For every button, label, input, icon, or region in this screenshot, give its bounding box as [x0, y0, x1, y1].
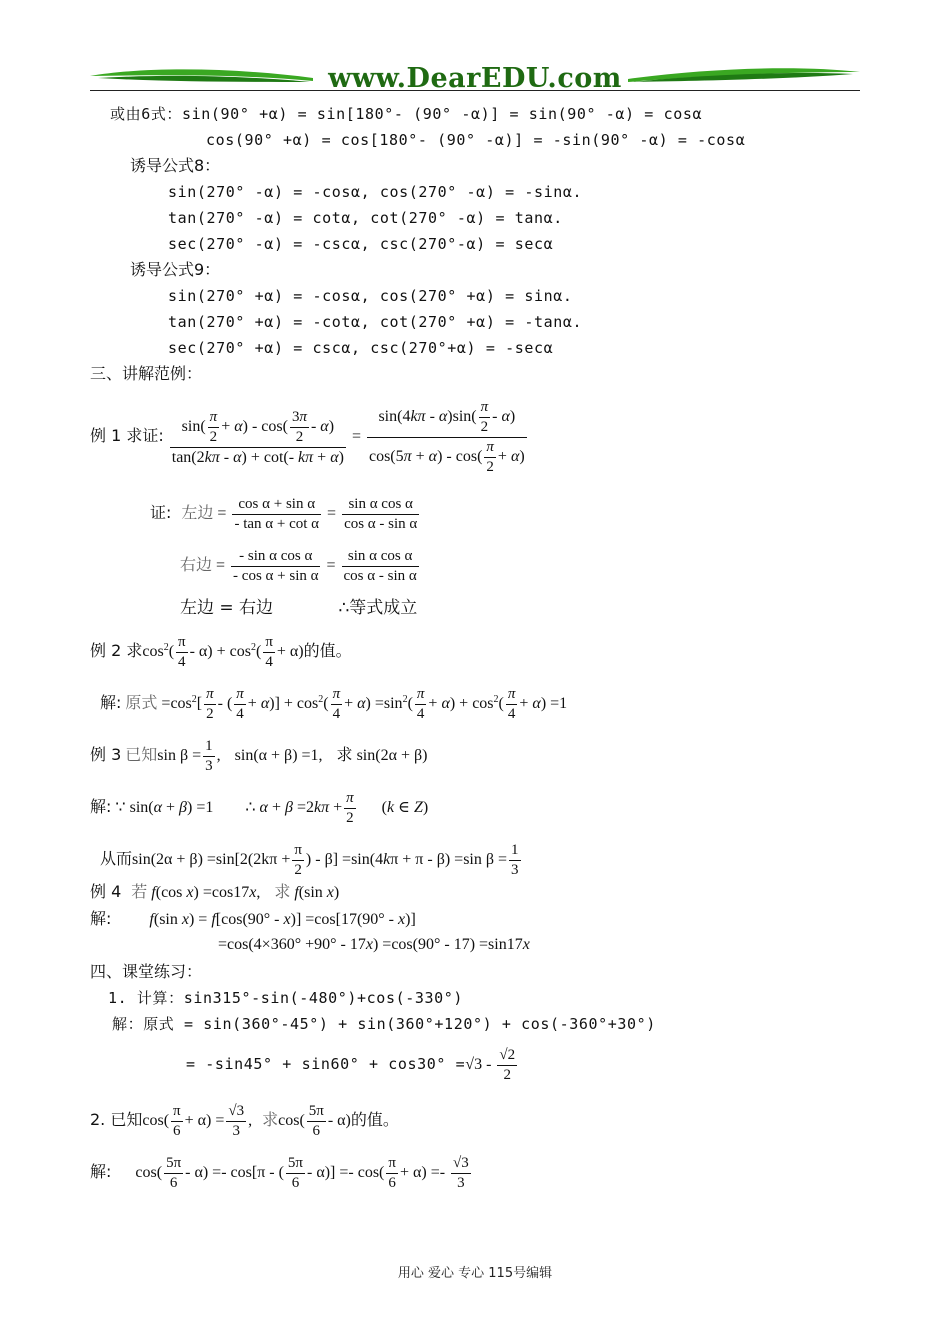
page-footer: 用心 爱心 专心 115号编辑: [397, 1266, 553, 1281]
text-line: sin(270° -α) = -cosα, cos(270° -α) = -sinα.: [168, 183, 583, 201]
practice-2-solution: 解: cos( $\frac{5\pi}{6}$ - α) =- cos[π - ( $\frac{5\pi}{6}$ - α)] =- cos( $\frac{\pi}{6}$ + α) =- $\frac{√3}{3}$: [90, 1155, 469, 1191]
proof-left-side: 证: 左边 = $\frac{\text{cos α + sin α}}{\text{- tan α + cot α}}$ = $\frac{\text{sin α cos α}}{\text{cos α - sin α}}$: [150, 496, 418, 532]
text-line: sec(270° +α) = cscα, csc(270°+α) = -secα: [168, 339, 554, 357]
example-4-solution-step2: =cos(4×360° +90° - 17x) =cos(90° - 17) =sin17x: [218, 936, 530, 953]
practice-1-question: 1. 计算：sin315°-sin(-480°)+cos(-330°): [108, 989, 463, 1007]
practice-1-result: = -sin45° + sin60° + cos30° =√3 - $\frac{√2}{2}$: [186, 1047, 516, 1083]
example-3-question: 例 3 已知sin β = $\frac{1}{3}$ , sin(α + β) =1, 求 sin(2α + β): [90, 738, 428, 774]
text-line: tan(270° -α) = cotα, cot(270° -α) = tanα.: [168, 209, 563, 227]
example-2-solution: 解: 原式 $=\cos^2$[ $\frac{\pi}{2}$ - ( $\frac{\pi}{4}$ + $\alpha)] + \cos^2$( $\frac{\pi}{4}$ + $\alpha) =\sin^2$( $\frac{\pi}{4}$ + $\alpha) + \cos^2$( $\frac{\pi}{4}$ + α) =1: [100, 686, 568, 722]
subheading: 诱导公式8：: [130, 156, 221, 175]
example-3-solution-step2: 从而sin(2α + β) =sin[2(2kπ + $\frac{\pi}{2}$ ) - β] =sin(4kπ + π - β) =sin β = $\frac{1}{3}$: [100, 842, 519, 878]
text-line: sin(270° +α) = -cosα, cos(270° +α) = sinα.: [168, 287, 573, 305]
example-3-solution-step1: 解: ∵ sin(α + β) =1 ∴ α + β =2kπ + $\frac{\pi}{2}$ (k ∈ Z): [90, 790, 429, 826]
section-heading: 三、讲解范例：: [90, 364, 203, 383]
example-2-question: 例 2 求$\cos^2$( $\frac{\pi}{4}$ - $\alpha) + \cos^2$( $\frac{\pi}{4}$ + α)的值。: [90, 634, 352, 670]
site-logo-text: www.DearEDU.com: [328, 63, 622, 94]
practice-2-question: 2. 已知cos( $\frac{\pi}{6}$ + α) = $\frac{√3}{3}$ , 求cos( $\frac{5\pi}{6}$ - α)的值。: [90, 1103, 399, 1139]
practice-1-solution: 解：原式 = sin(360°-45°) + sin(360°+120°) + cos(-360°+30°): [112, 1015, 656, 1033]
text-line: cos(90° +α) = cos[180°- (90° -α)] = -sin(90° -α) = -cosα: [206, 131, 746, 149]
section-heading: 四、课堂练习：: [90, 962, 203, 981]
example-1-equation: 例 1 求证: sin( $\frac{\pi}{2}$ + α) - cos( $\frac{3\pi}{2}$ - α) tan(2kπ - α) + cot(- kπ + α) = sin(4kπ - α)sin( $\frac{\pi}{2}$ - α) cos(5π + α) - cos( $\frac{\pi}{2}$ + α): [90, 399, 525, 475]
text-line: 或由6式：sin(90° +α) = sin[180°- (90° -α)] = sin(90° -α) = cosα: [110, 105, 703, 123]
proof-conclusion: 左边 = 右边 ∴等式成立: [180, 598, 418, 618]
example-4-question: 例 4 若 f(cos x) =cos17x, 求 f(sin x): [90, 882, 340, 901]
text-line: sec(270° -α) = -cscα, csc(270°-α) = secα: [168, 235, 554, 253]
example-4-solution-step1: 解: f(sin x) = f[cos(90° - x)] =cos[17(90° - x)]: [90, 909, 416, 928]
text-line: tan(270° +α) = -cotα, cot(270° +α) = -tanα.: [168, 313, 583, 331]
subheading: 诱导公式9：: [130, 260, 221, 279]
proof-right-side: 右边 = $\frac{\text{- sin α cos α}}{\text{- cos α + sin α}}$ = $\frac{\text{sin α cos α}}{\text{cos α - sin α}}$: [180, 548, 417, 584]
header-divider: [90, 90, 860, 91]
